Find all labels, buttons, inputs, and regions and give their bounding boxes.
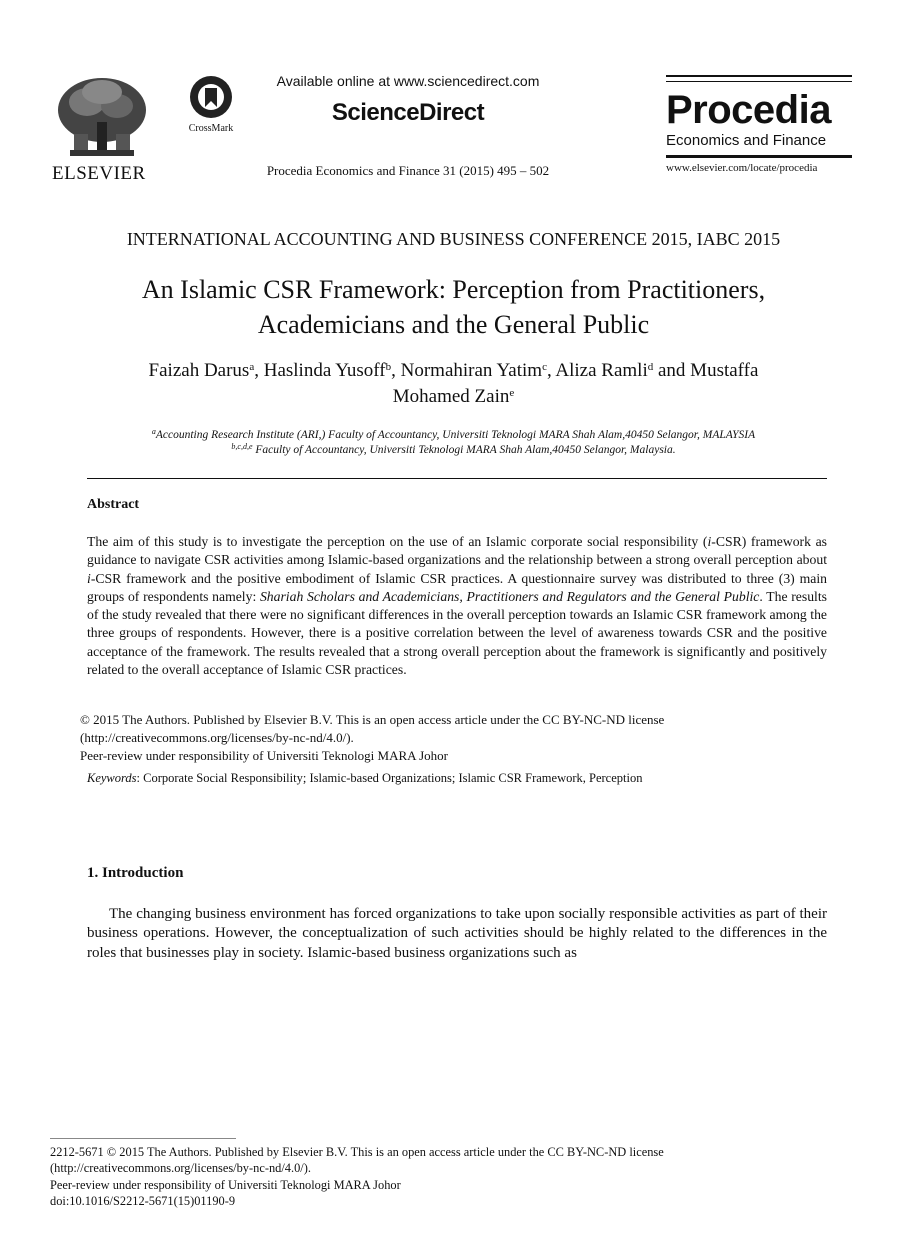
footer-peer-review: Peer-review under responsibility of Universiti Teknologi MARA Johor [50, 1177, 401, 1192]
footer-license-link[interactable]: (http://creativecommons.org/licenses/by-nc-nd/4.0/). [50, 1161, 311, 1176]
keywords [87, 771, 827, 786]
crossmark-logo[interactable] [183, 74, 239, 134]
abstract-italic-1: i [707, 534, 712, 549]
journal-reference: Procedia Economics and Finance 31 (2015) 495 – 502 [266, 163, 550, 178]
elsevier-logo[interactable] [52, 72, 152, 182]
author-5-sup: e [509, 387, 515, 399]
copyright-line-1: © 2015 The Authors. Published by Elsevier B.V. This is an open access article under the CC BY-NC-ND license [80, 712, 665, 727]
procedia-subtitle: Economics and Finance [666, 132, 827, 149]
author-1: Faizah Darus [148, 360, 250, 381]
procedia-top-rule-2 [666, 81, 852, 82]
author-3: Normahiran Yatim [400, 360, 543, 381]
author-3-sup: c [542, 361, 547, 373]
footer-block [50, 1144, 770, 1209]
procedia-url[interactable]: www.elsevier.com/locate/procedia [666, 162, 818, 174]
crossmark-label: CrossMark [188, 123, 234, 134]
abstract-text-4: . The results of the study revealed that there were no significant differences in the overall perception towards an Islamic CSR framework among the three groups of respondents. However, there is a positive correlation between the level of awareness towards CSR and the positive acceptance of the framework. The results revealed that a strong overall perception about the framework is significantly and positively related to the overall acceptance of Islamic CSR practices. [87, 588, 827, 678]
affiliations [60, 428, 847, 458]
author-4-sup: d [647, 361, 654, 373]
copyright-license-link[interactable]: (http://creativecommons.org/licenses/by-nc-nd/4.0/). [80, 730, 354, 745]
procedia-top-rule [666, 75, 852, 77]
author-4: Aliza Ramli [555, 360, 648, 381]
keywords-label: Keywords [87, 771, 137, 785]
author-1-sup: a [249, 361, 255, 373]
intro-paragraph: The changing business environment has forced organizations to take upon socially responsible activities as part of their business operations. However, the conceptualization of such activities should be highly related to the differences in the roles that businesses play in society. Islamic-based business organizations such as [87, 906, 827, 961]
affiliation-1-sup: a [151, 427, 156, 436]
abstract-body [87, 533, 827, 679]
intro-body [87, 905, 827, 963]
abstract-text-1: The aim of this study is to investigate the perception on the use of an Islamic corporate social responsibility ( [87, 534, 708, 549]
author-and-text: and Mustaffa [658, 360, 759, 381]
crossmark-icon [188, 74, 234, 120]
footer-doi[interactable]: doi:10.1016/S2212-5671(15)01190-9 [50, 1193, 236, 1208]
intro-heading: 1. Introduction [87, 865, 184, 881]
sciencedirect-brand[interactable]: ScienceDirect [331, 99, 485, 126]
procedia-logo[interactable] [666, 75, 852, 193]
conference-name: INTERNATIONAL ACCOUNTING AND BUSINESS CONFERENCE 2015, IABC 2015 [126, 229, 781, 249]
copyright-block [80, 711, 830, 765]
author-2-sup: b [385, 361, 392, 373]
abstract-heading: Abstract [87, 497, 140, 512]
author-5: Mohamed Zain [392, 386, 510, 407]
abstract-text-2: -CSR) framework as guidance to navigate CSR activities among Islamic-based organizations and the relationship between a strong overall perception about [87, 534, 827, 568]
procedia-title: Procedia [666, 88, 831, 132]
keywords-text: : Corporate Social Responsibility; Islamic-based Organizations; Islamic CSR Framework, Perception [136, 771, 643, 785]
copyright-peer-review: Peer-review under responsibility of Universiti Teknologi MARA Johor [80, 748, 448, 763]
affiliation-2: Faculty of Accountancy, Universiti Teknologi MARA Shah Alam,40450 Selangor, Malaysia. [255, 444, 676, 456]
author-list: Faizah Darus$^a$, Haslinda Yusoff$^b$, Normahiran Yatim$^c$, Aliza Ramli$^d$ and Mustaffa Mohamed Zain$^e$ [148, 360, 759, 407]
title-line-2: Academicians and the General Public [257, 310, 650, 339]
footer-issn-line: 2212-5671 © 2015 The Authors. Published by Elsevier B.V. This is an open access article under the CC BY-NC-ND license [50, 1145, 664, 1159]
abstract-text-3: -CSR framework and the positive embodiment of Islamic CSR practices. A questionnaire survey was distributed to three (3) main groups of respondents namely: [87, 570, 827, 604]
affiliation-1: Accounting Research Institute (ARI,) Faculty of Accountancy, Universiti Teknologi MARA Shah Alam,40450 Selangor, MALAYSIA [155, 429, 756, 441]
available-online: Available online at www.sciencedirect.com [276, 73, 540, 89]
paper-title [60, 272, 847, 342]
abstract-italic-3: Shariah Scholars and Academicians, Practitioners and Regulators and the General Public [259, 588, 760, 604]
elsevier-tree-icon [52, 72, 152, 158]
affiliation-2-sup: b,c,d,e [231, 442, 253, 451]
abstract-italic-2: i [87, 570, 91, 586]
title-divider [87, 478, 827, 479]
footer-divider [50, 1138, 236, 1139]
title-line-1: An Islamic CSR Framework: Perception from Practitioners, [141, 275, 766, 304]
author-2: Haslinda Yusoff [263, 360, 386, 381]
procedia-bottom-rule [666, 155, 852, 158]
elsevier-wordmark: ELSEVIER [52, 163, 146, 184]
